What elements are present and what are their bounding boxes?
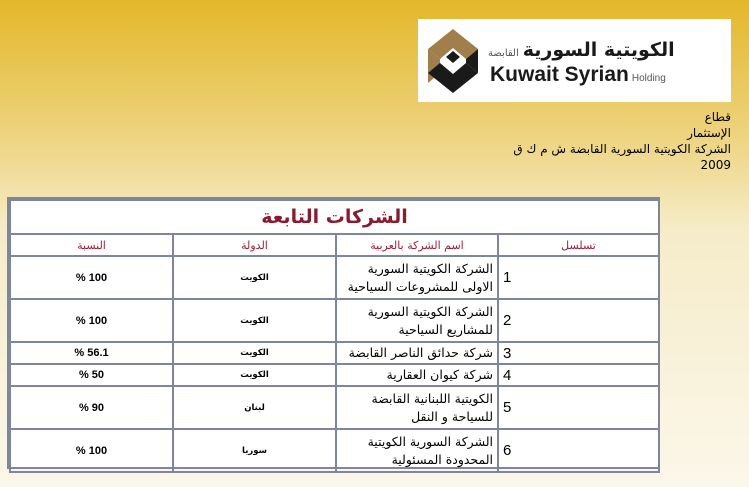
company-logo [418, 19, 731, 102]
header-country: الدولة [173, 234, 336, 256]
cell-percentage: 90 % [10, 386, 173, 429]
cell-country: سوريا [173, 429, 336, 472]
logo-emblem-icon [428, 29, 478, 93]
cell-percentage: 56.1 % [10, 342, 173, 364]
meta-sector: قطاع [704, 110, 731, 124]
cell-name: شركة كيوان العقارية [336, 364, 498, 386]
subsidiaries-table-card [7, 197, 660, 469]
cell-serial: 6 [498, 429, 659, 472]
cell-percentage: 50 % [10, 364, 173, 386]
meta-company: الشركة الكويتية السورية القابضة ش م ك ق [513, 142, 731, 156]
meta-department: الإستثمار [687, 126, 731, 140]
cell-serial: 5 [498, 386, 659, 429]
table-row [10, 386, 659, 429]
table-row [10, 364, 659, 386]
logo-arabic-sub: القابضة [488, 48, 519, 59]
subsidiaries-table [9, 199, 660, 473]
logo-arabic-name: الكويتية السوريةالقابضة [488, 39, 675, 61]
header-percentage: النسبة [10, 234, 173, 256]
cell-serial: 2 [498, 299, 659, 342]
table-row [10, 429, 659, 472]
document-meta [491, 109, 731, 173]
cell-serial: 4 [498, 364, 659, 386]
cell-country: الكويت [173, 364, 336, 386]
logo-english-sub: Holding [631, 73, 666, 84]
table-row [10, 256, 659, 299]
table-row [10, 342, 659, 364]
cell-percentage: 100 % [10, 429, 173, 472]
header-serial: تسلسل [498, 234, 659, 256]
cell-name: الكويتية اللبنانية القابضة للسياحة و النقل [336, 386, 498, 429]
cell-name: الشركة الكويتية السورية للمشاريع السياحية [336, 299, 498, 342]
meta-year: 2009 [700, 158, 731, 172]
cell-percentage: 100 % [10, 256, 173, 299]
cell-country: لبنان [173, 386, 336, 429]
cell-serial: 1 [498, 256, 659, 299]
table-title: الشركات التابعة [10, 200, 659, 234]
cell-country: الكويت [173, 342, 336, 364]
cell-name: الشركة السورية الكويتية المحدودة المسئولية [336, 429, 498, 472]
table-row [10, 299, 659, 342]
cell-name: شركة حدائق الناصر القابضة [336, 342, 498, 364]
cell-percentage: 100 % [10, 299, 173, 342]
cell-serial: 3 [498, 342, 659, 364]
cell-country: الكويت [173, 299, 336, 342]
logo-english-name: Kuwait Syrian Holding [490, 63, 666, 86]
cell-country: الكويت [173, 256, 336, 299]
cell-name: الشركة الكويتية السورية الاولى للمشروعات السياحية [336, 256, 498, 299]
header-name: اسم الشركة بالعربية [336, 234, 498, 256]
